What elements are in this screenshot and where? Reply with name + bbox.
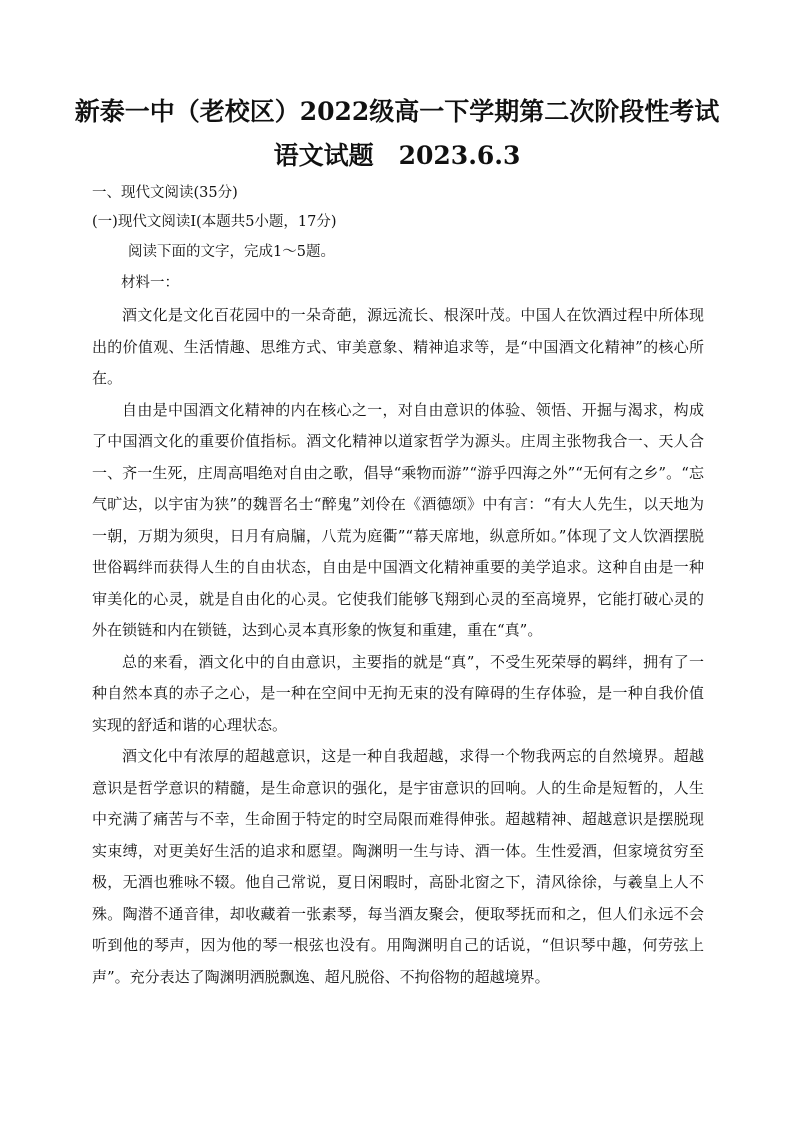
paragraph: 自由是中国酒文化精神的内在核心之一，对自由意识的体验、领悟、开掘与渴求，构成了中国酒文化的重要价值指标。酒文化精神以道家哲学为源头。庄周主张物我合一、天人合一、齐一生死，庄周高唱绝对自由之歌，倡导“乘物而游”“游乎四海之外”“无何有之乡”。“忘气旷达，以宇宙为狭”的魏晋名士“醉鬼”刘伶在《酒德颂》中有言：“有大人先生，以天地为一朝，万期为须臾，日月有扃牖，八荒为庭衢”“幕天席地，纵意所如。”体现了文人饮酒摆脱世俗羁绊而获得人生的自由状态，自由是中国酒文化精神重要的美学追求。这种自由是一种审美化的心灵，就是自由化的心灵。它使我们能够飞翔到心灵的至高境界，它能打破心灵的外在锁链和内在锁链，达到心灵本真形象的恢复和重建，重在“真”。 — [92, 400, 704, 639]
material-label: 材料一： — [121, 275, 179, 291]
material-body — [92, 300, 704, 993]
section-heading: 一、现代文阅读(35分) — [92, 185, 238, 201]
paragraph: 总的来看，酒文化中的自由意识，主要指的就是“真”，不受生死荣辱的羁绊，拥有了一种自然本真的赤子之心，是一种在空间中无拘无束的没有障碍的生存体验，是一种自我价值实现的舒适和谐的心理状态。 — [92, 652, 704, 734]
paragraph: 酒文化中有浓厚的超越意识，这是一种自我超越，求得一个物我两忘的自然境界。超越意识是哲学意识的精髓，是生命意识的强化，是宇宙意识的回响。人的生命是短暂的，人生中充满了痛苦与不幸，生命囿于特定的时空局限而难得伸张。超越精神、超越意识是摆脱现实束缚，对更美好生活的追求和愿望。陶渊明一生与诗、酒一体。生性爱酒，但家境贫穷至极，无酒也雅咏不辍。他自己常说，夏日闲暇时，高卧北窗之下，清风徐徐，与羲皇上人不殊。陶潜不通音律，却收藏着一张素琴，每当酒友聚会，便取琴抚而和之，但人们永远不会听到他的琴声，因为他的琴一根弦也没有。用陶渊明自己的话说，“但识琴中趣，何劳弦上声”。充分表达了陶渊明洒脱飘逸、超凡脱俗、不拘俗物的超越境界。 — [92, 747, 704, 986]
exam-title-line2: 语文试题 2023.6.3 — [273, 141, 521, 170]
paragraph: 酒文化是文化百花园中的一朵奇葩，源远流长、根深叶茂。中国人在饮酒过程中所体现出的价值观、生活情趣、思维方式、审美意象、精神追求等，是“中国酒文化精神”的核心所在。 — [92, 306, 704, 387]
reading-instruction: 阅读下面的文字，完成1～5题。 — [128, 244, 335, 260]
section-subheading: (一)现代文阅读Ⅰ(本题共5小题，17分) — [92, 214, 337, 230]
exam-title-line1: 新泰一中（老校区）2022级高一下学期第二次阶段性考试 — [74, 97, 720, 126]
